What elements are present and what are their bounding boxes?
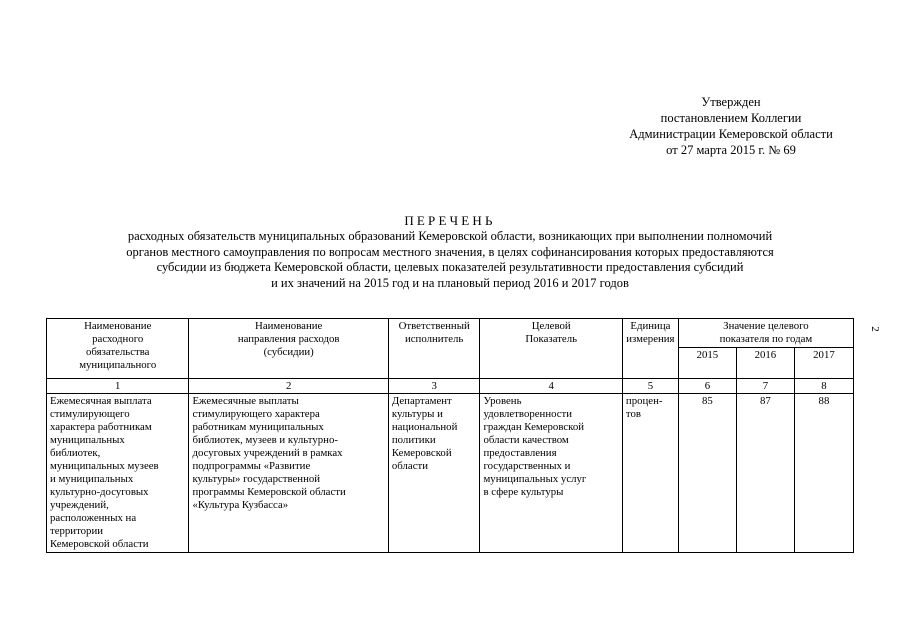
- heading-line: расходных обязательств муниципальных образований Кемеровской области, возникающих при выполнении полномочий: [127, 229, 773, 243]
- column-number: 7: [736, 379, 794, 394]
- column-number: 8: [794, 379, 853, 394]
- heading-line: органов местного самоуправления по вопросам местного значения, в целях софинансирования которых предоставляются: [126, 244, 774, 259]
- column-number: 6: [678, 379, 736, 394]
- cell-direction: Ежемесячные выплаты стимулирующего характера работникам муниципальных библиотек, музеев и культурно- досуговых учреждений в рамках подпрограммы «Развитие культуры» государственной программы Кемеровской области «Культура Кузбасса»: [189, 394, 388, 553]
- approval-line: Администрации Кемеровской области: [629, 127, 833, 141]
- obligations-table: [46, 318, 854, 553]
- cell-indicator: Уровень удовлетворенности граждан Кемеровской области качеством предоставления государственных и муниципальных услуг в сфере культуры: [480, 394, 622, 553]
- header-values: Значение целевого показателя по годам: [678, 319, 853, 348]
- header-year-2017: 2017: [794, 348, 853, 379]
- cell-executor: Департамент культуры и национальной политики Кемеровской области: [388, 394, 480, 553]
- column-number: 5: [622, 379, 678, 394]
- table-row: [47, 394, 854, 553]
- cell-value-2016: 87: [736, 394, 794, 553]
- column-number-row: [47, 379, 854, 394]
- column-number: 3: [388, 379, 480, 394]
- cell-unit: процен- тов: [622, 394, 678, 553]
- page-number: 2: [868, 326, 881, 332]
- header-direction: Наименование направления расходов (субсидии): [189, 319, 388, 379]
- approval-line: от 27 марта 2015 г. № 69: [666, 143, 796, 157]
- cell-value-2017: 88: [794, 394, 853, 553]
- header-indicator: Целевой Показатель: [480, 319, 622, 379]
- document-heading: [40, 213, 860, 291]
- table-header-row: [47, 319, 854, 348]
- approval-line: Утвержден: [701, 95, 761, 109]
- heading-line: субсидии из бюджета Кемеровской области, целевых показателей результативности предоставления субсидий: [156, 260, 744, 274]
- approval-line: постановлением Коллегии: [660, 111, 802, 125]
- column-number: 1: [47, 379, 189, 394]
- header-executor: Ответственный исполнитель: [388, 319, 480, 379]
- column-number: 4: [480, 379, 622, 394]
- approval-block: [600, 94, 862, 158]
- column-number: 2: [189, 379, 388, 394]
- heading-line: и их значений на 2015 год и на плановый период 2016 и 2017 годов: [271, 275, 629, 290]
- cell-value-2015: 85: [678, 394, 736, 553]
- header-year-2015: 2015: [678, 348, 736, 379]
- header-obligation: Наименование расходного обязательства муниципального: [47, 319, 189, 379]
- cell-obligation: Ежемесячная выплата стимулирующего характера работникам муниципальных библиотек, муниципальных музеев и муниципальных культурно-досуговых учреждений, расположенных на территории Кемеровской области: [47, 394, 189, 553]
- header-year-2016: 2016: [736, 348, 794, 379]
- document-title: ПЕРЕЧЕНЬ: [404, 213, 496, 228]
- header-unit: Единица измерения: [622, 319, 678, 379]
